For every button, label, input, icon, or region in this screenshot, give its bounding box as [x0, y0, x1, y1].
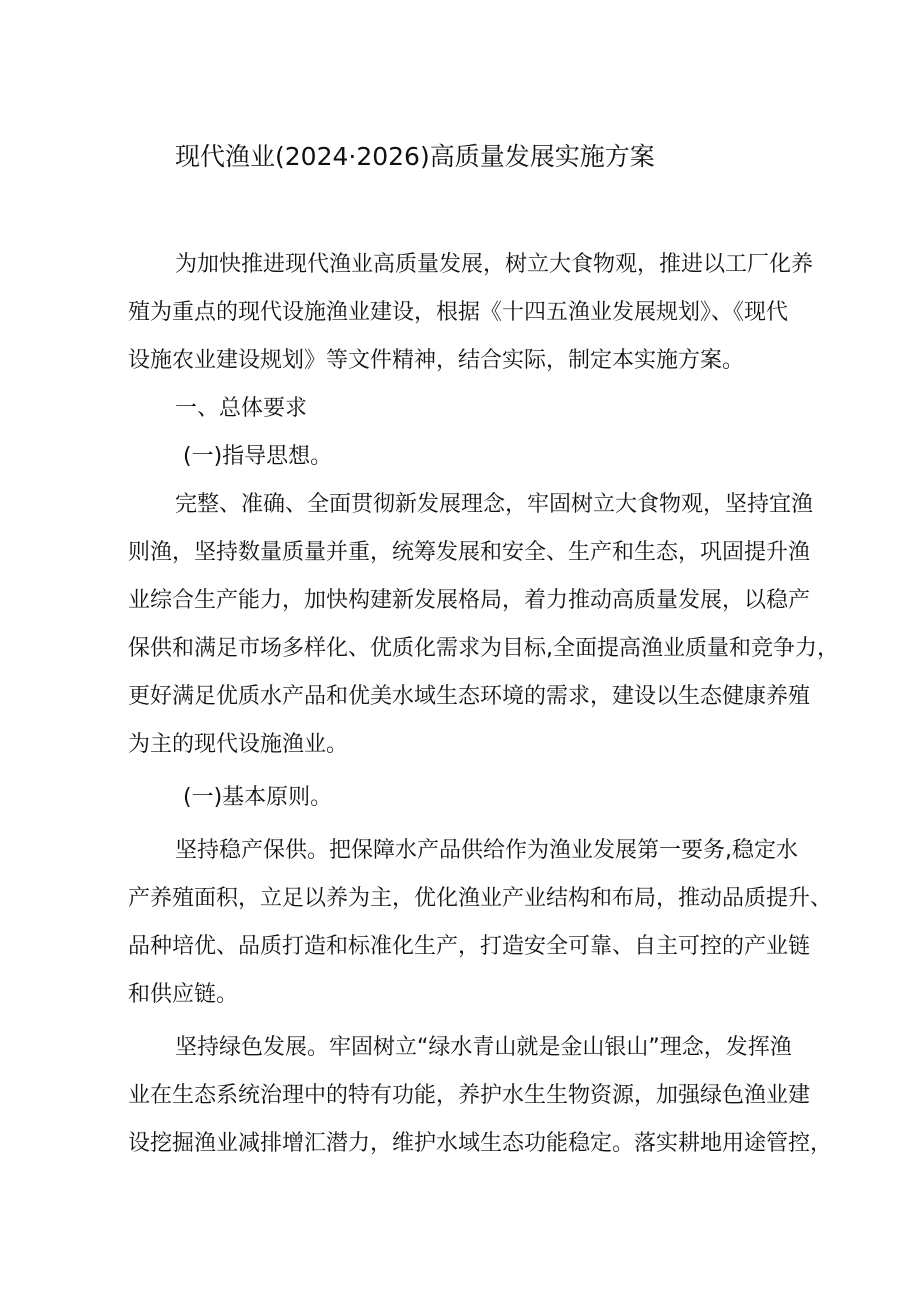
paragraph-line: 业在生态系统治理中的特有功能，养护水生生物资源，加强绿色渔业建: [128, 1083, 811, 1108]
paragraph-line: 坚持稳产保供。把保障水产品供给作为渔业发展第一要务,稳定水: [175, 838, 798, 863]
paragraph-line: 坚持绿色发展。牢固树立“绿水青山就是金山银山”理念，发挥渔: [175, 1035, 792, 1060]
subsection-heading: (一)指导思想。: [183, 444, 333, 469]
paragraph-line: 保供和满足市场多样化、优质化需求为目标,全面提高渔业质量和竞争力，: [128, 636, 839, 661]
paragraph-line: 为主的现代设施渔业。: [128, 732, 349, 757]
paragraph-line: 和供应链。: [128, 982, 239, 1007]
paragraph-line: 更好满足优质水产品和优美水域生态环境的需求，建设以生态健康养殖: [128, 684, 811, 709]
subsection-heading: (一)基本原则。: [183, 785, 333, 810]
paragraph-line: 设施农业建设规划》等文件精神，结合实际，制定本实施方案。: [128, 348, 745, 373]
paragraph-line: 业综合生产能力，加快构建新发展格局，着力推动高质量发展，以稳产: [128, 588, 811, 613]
section-heading: 一、总体要求: [175, 396, 308, 421]
paragraph-line: 产养殖面积，立足以养为主，优化渔业产业结构和布局，推动品质提升、: [128, 886, 833, 911]
paragraph-line: 殖为重点的现代设施渔业建设，根据《十四五渔业发展规划》、《现代: [128, 300, 789, 325]
document-title: 现代渔业(2024·2026)高质量发展实施方案: [175, 142, 655, 171]
paragraph-line: 品种培优、品质打造和标准化生产，打造安全可靠、自主可控的产业链: [128, 934, 811, 959]
paragraph-line: 则渔，坚持数量质量并重，统筹发展和安全、生产和生态，巩固提升渔: [128, 540, 811, 565]
paragraph-line: 设挖掘渔业减排增汇潜力，维护水域生态功能稳定。落实耕地用途管控，: [128, 1131, 833, 1156]
paragraph-line: 为加快推进现代渔业高质量发展，树立大食物观，推进以工厂化养: [175, 252, 814, 277]
document-body: [128, 241, 839, 1168]
paragraph-line: 完整、准确、全面贯彻新发展理念，牢固树立大食物观，坚持宜渔: [175, 492, 814, 517]
